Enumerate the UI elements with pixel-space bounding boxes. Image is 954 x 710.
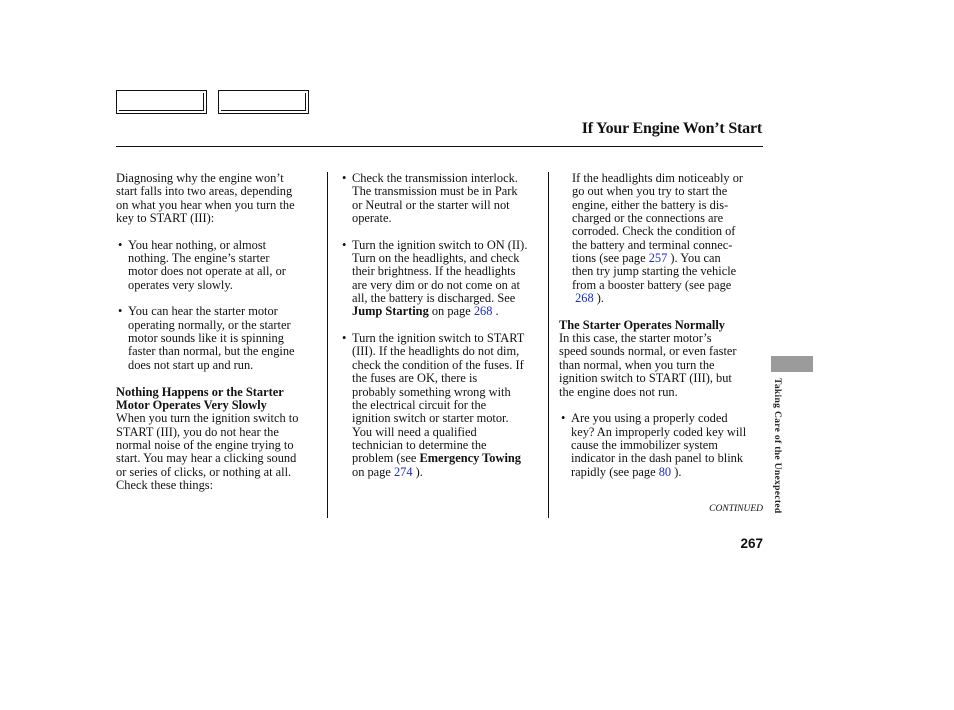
bullet-dot: • [118,237,123,252]
page-title: If Your Engine Won’t Start [581,120,762,137]
body-line: or series of clicks, or nothing at all. [116,464,292,479]
continued-label: CONTINUED [709,504,763,514]
ref-jump-starting: Jump Starting [352,304,429,319]
body-line: When you turn the ignition switch to [116,411,299,426]
nav-box-previous[interactable] [116,90,207,114]
intro-line: key to START (III): [116,211,215,226]
page-link-257[interactable]: 257 [648,251,668,266]
bullet-dot: • [561,411,566,426]
column-1 [116,172,320,492]
column-divider [327,172,328,518]
column-3 [559,172,763,479]
bullet-dot: • [342,171,347,185]
section-heading: Nothing Happens or the Starter [116,384,284,399]
body-line: START (III), you do not hear the [116,424,279,439]
bullet-hear-nothing: • You hear nothing, or almost nothing. The engine’s starter motor does not operate at all, or operates very slowly. [118,237,286,292]
page-link-80[interactable]: 80 [658,464,672,479]
bullet-coded-key: • Are you using a properly coded key? An improperly coded key will cause the immobilizer system indicator in the dash panel to blink rapidly (see page 80 ). [561,411,747,479]
title-rule [116,146,763,147]
section-label: Taking Care of the Unexpected [772,378,783,514]
body-line: the engine does not run. [559,384,678,399]
nav-box-next[interactable] [218,90,309,114]
bullet-dot: • [118,304,123,319]
section-heading: The Starter Operates Normally [559,317,725,332]
page-link-268[interactable]: 268 [473,304,493,319]
body-line: start. You may hear a clicking sound [116,451,297,466]
section-heading: Motor Operates Very Slowly [116,397,267,412]
page-number: 267 [740,536,763,551]
bullet-dot: • [342,237,347,252]
ref-emergency-towing: Emergency Towing [419,451,521,466]
body-line: speed sounds normal, or even faster [559,344,737,359]
body-line: than normal, when you turn the [559,357,715,372]
bullet-interlock: • Check the transmission interlock. The transmission must be in Park or Neutral or the starter will not operate. [342,171,518,226]
bullet-ignition-on: • Turn the ignition switch to ON (II). Turn on the headlights, and check their brightness. If the headlights are very dim or do not come on at all, the battery is discharged. See Jump Starting on page 268 . [342,237,528,319]
body-line: In this case, the starter motor’s [559,331,712,346]
bullet-dot: • [342,331,347,346]
intro-line: on what you hear when you turn the [116,197,295,212]
page-link-268[interactable]: 268 [575,291,594,306]
section-tab[interactable] [771,356,813,372]
headlights-paragraph: If the headlights dim noticeably or go out when you try to start the engine, either the battery is dis- charged or the connections are corroded. Check the condition of the battery and terminal connec- tions (see page 257 ). You can then try jump starting the vehicle from a booster battery (see page 268 ). [572,171,744,306]
bullet-hear-starter: • You can hear the starter motor operating normally, or the starter motor sounds like it is spinning faster than normal, but the engine does not start up and run. [118,304,295,372]
column-2 [340,172,546,479]
body-line: Check these things: [116,477,214,492]
intro-line: Diagnosing why the engine won’t [116,171,284,185]
intro-line: start falls into two areas, depending [116,184,293,199]
column-divider [548,172,549,518]
bullet-ignition-start: • Turn the ignition switch to START (III). If the headlights do not dim, check the condition of the fuses. If the fuses are OK, there is probably something wrong with the electrical circuit for the ignition switch or starter motor. You will need a qualified technician to determine the problem (see Emergency Towing on page 274 ). [342,331,525,479]
page-link-274[interactable]: 274 [393,464,413,479]
body-line: ignition switch to START (III), but [559,371,732,386]
body-line: normal noise of the engine trying to [116,437,294,452]
